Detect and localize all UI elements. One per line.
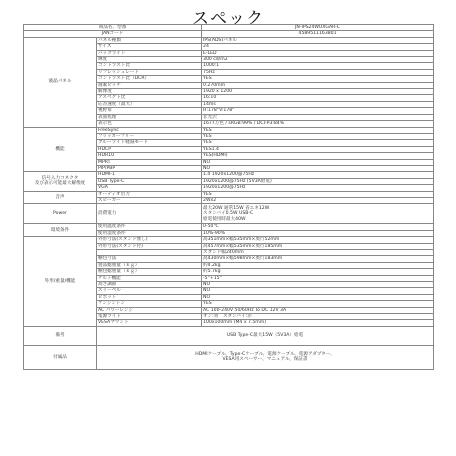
spec-item-value: 高457mm×幅535mm×奥行185mm — [202, 243, 434, 249]
spec-item-label: バックライト — [97, 50, 202, 56]
spec-item-label: フリッカーフリー — [97, 133, 202, 139]
spec-item-label: ピボット — [97, 294, 202, 300]
spec-item-value: YES — [202, 191, 434, 197]
spec-item-value: IPS(ADS)パネル — [202, 37, 434, 43]
category-physical: 外形/重量/機能 — [24, 237, 97, 327]
spec-item-label: 消費電力 — [97, 204, 202, 224]
spec-item-label: リフレッシュレート — [97, 69, 202, 75]
spec-item-label: MPRT — [97, 159, 202, 165]
spec-item-label: AC パワーレンジ — [97, 307, 202, 313]
power-row — [24, 204, 434, 224]
spec-item-value: NO — [202, 282, 434, 288]
spec-item-label: サイズ — [97, 44, 202, 50]
spec-item-value: 1920x1200@75Hz — [202, 185, 434, 191]
spec-item-value: 0.270mm — [202, 82, 434, 88]
accessories-row — [24, 345, 434, 369]
power-line: スタンバイ0.5W USB-C — [203, 211, 254, 217]
spec-item-label: PIP/PBP — [97, 165, 202, 171]
spec-item-label: 視野角 — [97, 108, 202, 114]
spec-item-label: コントラスト比 — [97, 63, 202, 69]
spec-item-value: YES1.4 — [202, 146, 434, 152]
spec-item-label: アスペクト比 — [97, 95, 202, 101]
spec-item-label: スイーベル — [97, 288, 202, 294]
spec-item-value: 100x100mm (M4 x 7.5mm) — [202, 320, 434, 326]
spec-item-label: 高さ調節 — [97, 282, 202, 288]
spec-item-label: 応答速度（最大） — [97, 101, 202, 107]
category-lcd: 液晶パネル — [24, 37, 97, 127]
category-power: Power — [24, 204, 97, 224]
spec-item-value: 1920 x 1200 — [202, 89, 434, 95]
spec-item-value: E-LED — [202, 50, 434, 56]
category-connectors-line: 信号入力コネクタ — [41, 176, 79, 182]
spec-item-label: 外形寸法(スタンド無し) — [97, 237, 202, 243]
spec-item-label: コントラスト比（DCR） — [97, 76, 202, 82]
spec-item-value: 14ms — [202, 101, 434, 107]
spec-item-value: 75Hz — [202, 69, 434, 75]
spec-item-label: 使用温度条件 — [97, 224, 202, 230]
spec-item-value: 2Wx2 — [202, 197, 434, 203]
spec-item-value: スタンド幅240mm — [202, 250, 434, 256]
spec-item-label: 梱包寸法 — [97, 256, 202, 262]
jan-label: JANコード — [24, 31, 202, 37]
spec-item-value: 1920x1200@75Hz (5V3A給電) — [202, 178, 434, 184]
spec-item-value: NO — [202, 159, 434, 165]
spec-item-value: NO — [202, 294, 434, 300]
spec-item-value: 非光沢 — [202, 114, 434, 120]
spec-item-value: オン:青 スタンバイ:赤 — [202, 314, 434, 320]
category-accessories: 付属品 — [24, 345, 97, 369]
spec-item-value: 高430mm×幅598mm×奥行183mm — [202, 256, 434, 262]
accessories-value — [97, 345, 434, 369]
spec-item-label: USB Type-C — [97, 178, 202, 184]
spec-item-label: HDR10 — [97, 153, 202, 159]
spec-item-value: YES — [202, 301, 434, 307]
spec-item-label: 電源ライト — [97, 314, 202, 320]
power-line: 給電使用時最大40W — [203, 216, 246, 222]
spec-item-value: 1000:1 — [202, 63, 434, 69]
accessories-line: HDMIケーブル、Type-Cケーブル、電源ケーブル、電源アダプター、 — [195, 351, 335, 357]
spec-item-label: ブルーライト軽減モード — [97, 140, 202, 146]
spec-item-label: ケンジントン — [97, 301, 202, 307]
spec-item-value: -5°+15° — [202, 275, 434, 281]
spec-table — [23, 24, 434, 370]
spec-item-label: 製品総重量（ｋｇ） — [97, 262, 202, 268]
spec-item-value: H:178°V:178° — [202, 108, 434, 114]
spec-item-value: YES — [202, 76, 434, 82]
category-connectors-line: 及び表示可能最大解像度 — [34, 181, 86, 187]
spec-item-label: 使用湿度条件 — [97, 230, 202, 236]
spec-item-value: 約4.2kg — [202, 262, 434, 268]
spec-item-label: 表面処理 — [97, 114, 202, 120]
spec-item-label: パネル種類 — [97, 37, 202, 43]
spec-item-label: HDMI-1 — [97, 172, 202, 178]
spec-item-value: AC 100-240V 50/60Hz To DC 12V 3A — [202, 307, 434, 313]
spec-item-value: 1.4 1920x1200@75Hz — [202, 172, 434, 178]
power-value — [202, 204, 434, 224]
spec-item-label: VGA — [97, 185, 202, 191]
spec-item-label: FreeSync — [97, 127, 202, 133]
spec-item-label: 外形寸法(スタンド付) — [97, 243, 202, 249]
spec-item-label: オーディオ出力 — [97, 191, 202, 197]
spec-item-value: 300 cd/m2 — [202, 57, 434, 63]
jan-value: 4589511163801 — [202, 31, 434, 37]
spec-item-label: VESAマウント — [97, 320, 202, 326]
spec-item-value: 約5.7kg — [202, 269, 434, 275]
spec-item-label: 解像度 — [97, 89, 202, 95]
category-audio: 音声 — [24, 191, 97, 204]
spec-item-label: HDCP — [97, 146, 202, 152]
page-title: スペック — [192, 9, 264, 29]
spec-item-value: YES — [202, 127, 434, 133]
spec-item-label: 輝度 — [97, 57, 202, 63]
model-value: JN-IPS24WUXGAR-C — [202, 25, 434, 31]
spec-item-value: 0-50℃ — [202, 224, 434, 230]
power-line: 最大20W 通常15W 省エネ12W — [203, 205, 270, 211]
spec-item-value: NO — [202, 165, 434, 171]
spec-item-value: NO — [202, 288, 434, 294]
category-environment: 環境条件 — [24, 224, 97, 237]
category-connectors — [24, 172, 97, 191]
notes-value: USB Type-C最大15W（5V3A）給電 — [97, 326, 434, 345]
spec-item-value: YES — [202, 133, 434, 139]
spec-item-label: チルト機能 — [97, 275, 202, 281]
category-notes: 備考 — [24, 326, 97, 345]
model-label: 商品名、型番 — [24, 25, 202, 31]
spec-item-label: 画素ピッチ — [97, 82, 202, 88]
spec-item-label: 梱包総重量（ｋｇ） — [97, 269, 202, 275]
accessories-line: VESA用スペーサー、マニュアル、保証書 — [222, 357, 308, 363]
spec-item-value: 1677万色 / sRGB:99% / DCI-P3:84% — [202, 121, 434, 127]
spec-item-label: 表示色 — [97, 121, 202, 127]
notes-row — [24, 326, 434, 345]
spec-item-value: 10%-90% — [202, 230, 434, 236]
spec-item-value: YES(HDMI) — [202, 153, 434, 159]
spec-item-value: 高351mm×幅535mm×奥行52mm — [202, 237, 434, 243]
spec-item-value: 16:10 — [202, 95, 434, 101]
category-features: 機能 — [24, 127, 97, 172]
spec-item-value: YES — [202, 140, 434, 146]
spec-item-value: 24 — [202, 44, 434, 50]
spec-item-label: スピーカー — [97, 197, 202, 203]
